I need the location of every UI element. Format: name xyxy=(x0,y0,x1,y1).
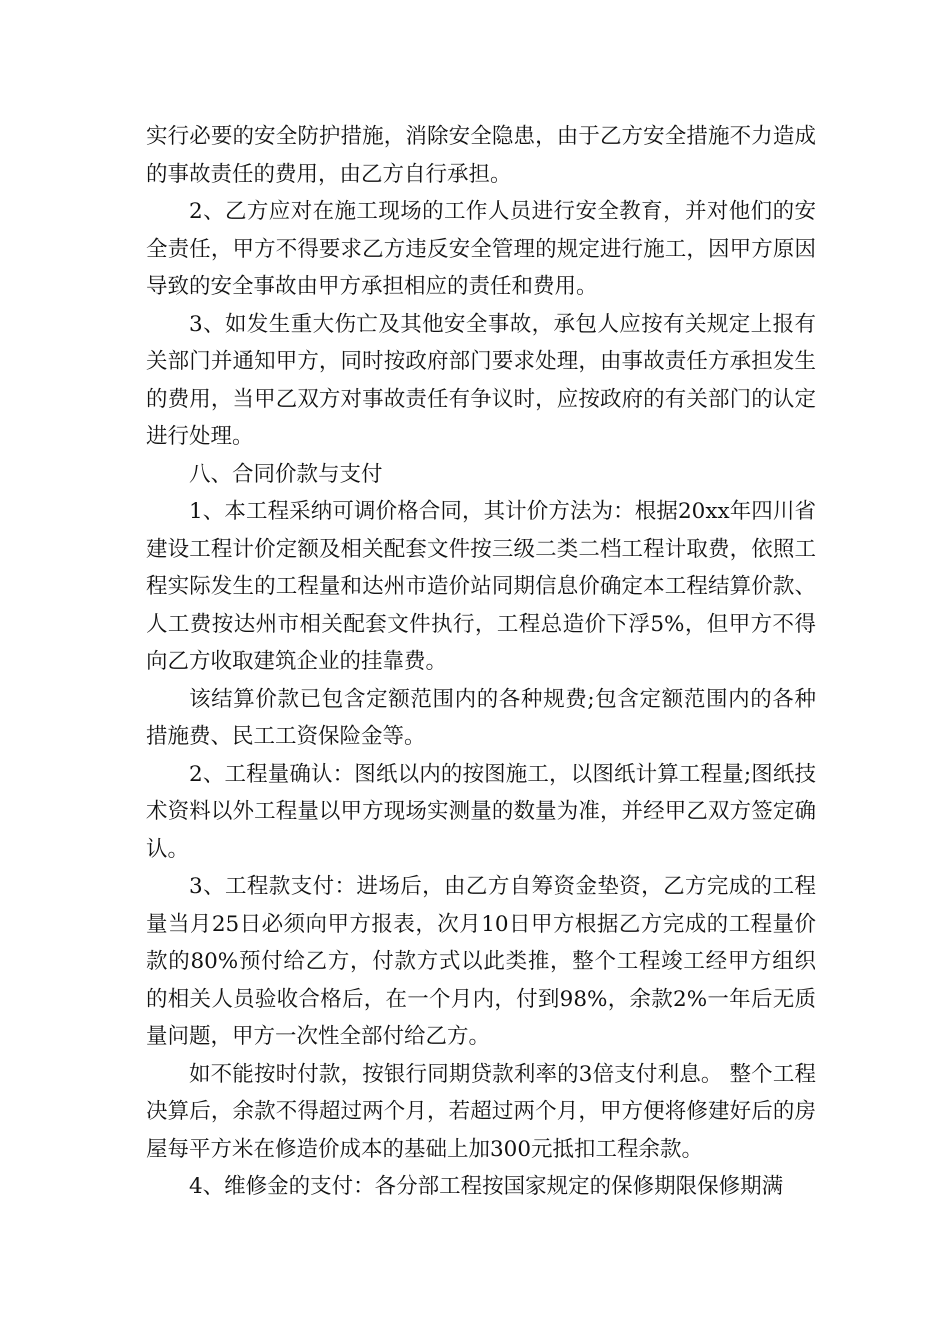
section-heading-contract-price: 八、合同价款与支付 xyxy=(189,461,383,487)
paragraph-safety-education: 2、乙方应对在施工现场的工作人员进行安全教育，并对他们的安全责任，甲方不得要求乙方违反安全管理的规定进行施工，因甲方原因导致的安全事故由甲方承担相应的责任和费用。 xyxy=(146,199,816,299)
paragraph-accident-reporting: 3、如发生重大伤亡及其他安全事故，承包人应按有关规定上报有关部门并通知甲方，同时按政府部门要求处理，由事故责任方承担发生的费用，当甲乙双方对事故责任有争议时，应按政府的有关部门的认定进行处理。 xyxy=(146,311,816,449)
paragraph-safety-continuation: 实行必要的安全防护措施，消除安全隐患，由于乙方安全措施不力造成的事故责任的费用，由乙方自行承担。 xyxy=(146,124,816,187)
paragraph-payment-terms: 3、工程款支付：进场后，由乙方自筹资金垫资，乙方完成的工程量当月25日必须向甲方报表，次月10日甲方根据乙方完成的工程量价款的80%预付给乙方，付款方式以此类推，整个工程竣工经甲方组织的相关人员验收合格后，在一个月内，付到98%，余款2%一年后无质量问题，甲方一次性全部付给乙方。 xyxy=(146,874,816,1049)
paragraph-late-payment: 如不能按时付款，按银行同期贷款利率的3倍支付利息。 整个工程决算后，余款不得超过两个月，若超过两个月，甲方便将修建好后的房屋每平方米在修造价成本的基础上加300元抵扣工程余款。 xyxy=(146,1061,816,1162)
document-body xyxy=(146,118,816,1206)
paragraph-quantity-confirmation: 2、工程量确认：图纸以内的按图施工，以图纸计算工程量;图纸技术资料以外工程量以甲方现场实测量的数量为准，并经甲乙双方签定确认。 xyxy=(146,761,816,862)
paragraph-settlement-includes: 该结算价款已包含定额范围内的各种规费;包含定额范围内的各种措施费、民工工资保险金等。 xyxy=(146,686,816,749)
paragraph-pricing-method: 1、本工程采纳可调价格合同，其计价方法为：根据20xx年四川省建设工程计价定额及相关配套文件按三级二类二档工程计取费，依照工程实际发生的工程量和达州市造价站同期信息价确定本工程结算价款、人工费按达州市相关配套文件执行，工程总造价下浮5%，但甲方不得向乙方收取建筑企业的挂靠费。 xyxy=(146,499,816,674)
paragraph-maintenance-fund: 4、维修金的支付：各分部工程按国家规定的保修期限保修期满 xyxy=(189,1174,784,1199)
